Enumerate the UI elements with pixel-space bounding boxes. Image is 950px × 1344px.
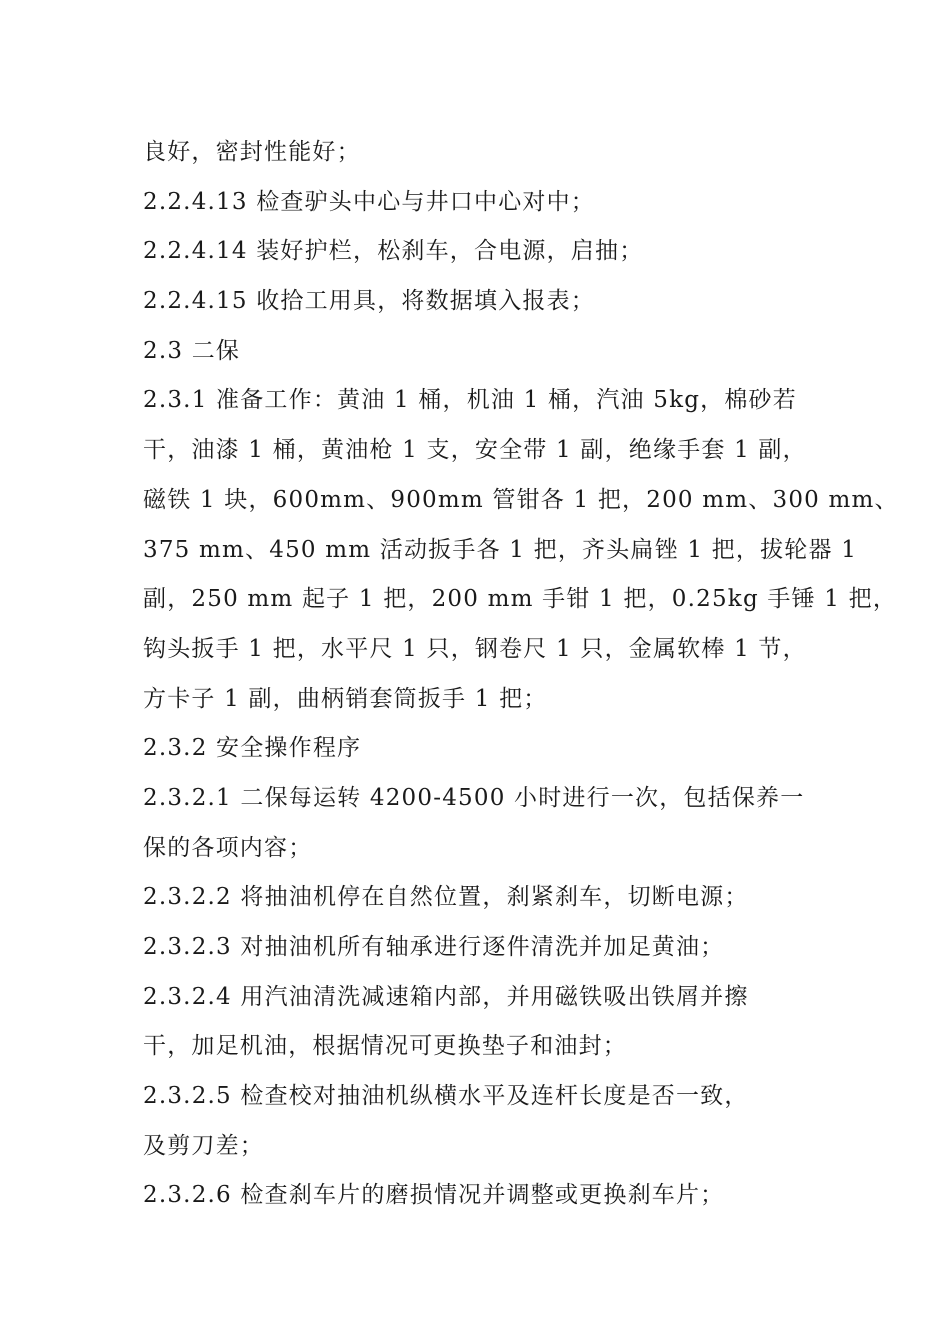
text-line: 良好，密封性能好； <box>143 139 361 165</box>
text-line: 2.3.2.4 用汽油清洗减速箱内部，并用磁铁吸出铁屑并擦 <box>143 983 749 1010</box>
text-line: 2.3.2.3 对抽油机所有轴承进行逐件清洗并加足黄油； <box>143 934 725 960</box>
text-line: 2.3.1 准备工作：黄油 1 桶，机油 1 桶，汽油 5kg，棉砂若 <box>143 387 797 414</box>
text-line: 保的各项内容； <box>143 834 313 861</box>
text-line: 及剪刀差； <box>143 1132 264 1159</box>
text-line: 2.3.2.2 将抽油机停在自然位置，刹紧刹车，切断电源； <box>143 884 749 911</box>
text-line: 375 mm、450 mm 活动扳手各 1 把，齐头扁锉 1 把，拔轮器 1 <box>143 536 858 563</box>
text-line: 钩头扳手 1 把，水平尺 1 只，钢卷尺 1 只，金属软棒 1 节， <box>143 635 807 662</box>
text-line: 方卡子 1 副，曲柄销套筒扳手 1 把； <box>143 685 548 712</box>
text-line: 副，250 mm 起子 1 把，200 mm 手钳 1 把，0.25kg 手锤 1 把， <box>143 586 898 613</box>
text-line: 2.3.2.6 检查刹车片的磨损情况并调整或更换刹车片； <box>143 1182 725 1209</box>
text-line: 2.2.4.13 检查驴头中心与井口中心对中； <box>143 188 596 215</box>
text-line: 2.3.2.1 二保每运转 4200-4500 小时进行一次，包括保养一 <box>143 784 805 811</box>
text-line: 干，加足机油，根据情况可更换垫子和油封； <box>143 1033 627 1060</box>
text-line: 干，油漆 1 桶，黄油枪 1 支，安全带 1 副，绝缘手套 1 副， <box>143 437 807 464</box>
document-body <box>143 128 899 1221</box>
text-line: 2.2.4.14 装好护栏，松刹车，合电源，启抽； <box>143 238 644 265</box>
text-line: 2.2.4.15 收拾工用具，将数据填入报表； <box>143 288 596 315</box>
text-line: 磁铁 1 块，600mm、900mm 管钳各 1 把，200 mm、300 mm、 <box>143 486 899 513</box>
section-heading: 2.3 二保 <box>143 337 241 364</box>
text-line: 2.3.2.5 检查校对抽油机纵横水平及连杆长度是否一致， <box>143 1083 749 1110</box>
section-heading: 2.3.2 安全操作程序 <box>143 735 362 762</box>
